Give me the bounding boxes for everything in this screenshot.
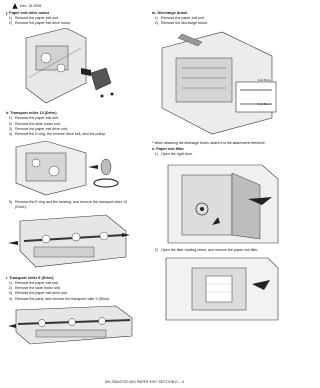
page-footer: MX-2300/2700 N/G PAPER EXIT SECTION D – 4 [105,380,184,384]
step-l2: 2) Remove the slide motor unit. [8,286,61,291]
revision-date: Dec. 15 2005 [20,4,42,8]
step-l4: 4) Remove the parts, and remove the transport roller 9 (Drive). [8,296,111,301]
figure-transport-roller-13 [6,211,136,273]
attachment-note: * When attaching the discharge brush, attach it to the attachment reference. [152,141,266,146]
step-k3: 3) Remove the paper exit drive unit. [8,126,68,131]
revision-header [12,3,41,9]
dimension-label-lower: 0~0.5mm [258,102,271,107]
section-title-n: n. Paper exit filter [152,146,184,151]
figure-exit-drive-motor [6,28,136,108]
section-title-k: k. Transport roller 13 (Drive) [6,111,57,116]
figure-paper-exit-filter [152,254,282,324]
figure-discharge-brush [152,28,282,138]
step-j1: 1) Remove the paper exit unit. [8,16,59,20]
dimension-label-upper: 0~0.5mm [258,78,271,83]
right-column [152,10,282,327]
figure-transport-roller-9 [6,304,136,346]
figure-reverse-drive-belt [6,139,136,197]
step-n2: 2) Open the filter holding sheet, and remove the paper exit filter. [154,248,259,253]
step-m2: 2) Remove the discharge brush. [154,21,208,26]
warning-triangle-icon [12,3,18,9]
step-l3: 3) Remove the paper exit drive unit. [8,291,68,296]
step-j2: 2) Remove the paper exit drive motor. [8,21,71,26]
step-m1: 1) Remove the paper exit unit. [154,16,205,20]
section-title-l: l. Transport roller 9 (Drive) [6,276,54,281]
step-k4: 4) Remove the E-ring, the reverse drive belt, and the pulley. [8,132,106,137]
step-k2: 2) Remove the slide motor unit. [8,121,61,126]
step-n1: 1) Open the right door. [154,151,193,156]
step-k1: 1) Remove the paper exit unit. [8,116,59,121]
step-l1: 1) Remove the paper exit unit. [8,281,59,286]
section-title-j: j. Paper exit drive motor [6,11,50,15]
figure-right-door [152,159,282,245]
step-k5: 5) Remove the E-ring and the bearing, and remove the transport roller 13 (Drive). [8,200,128,209]
left-column [6,10,136,349]
section-title-m: m. Discharge brush [152,11,188,15]
